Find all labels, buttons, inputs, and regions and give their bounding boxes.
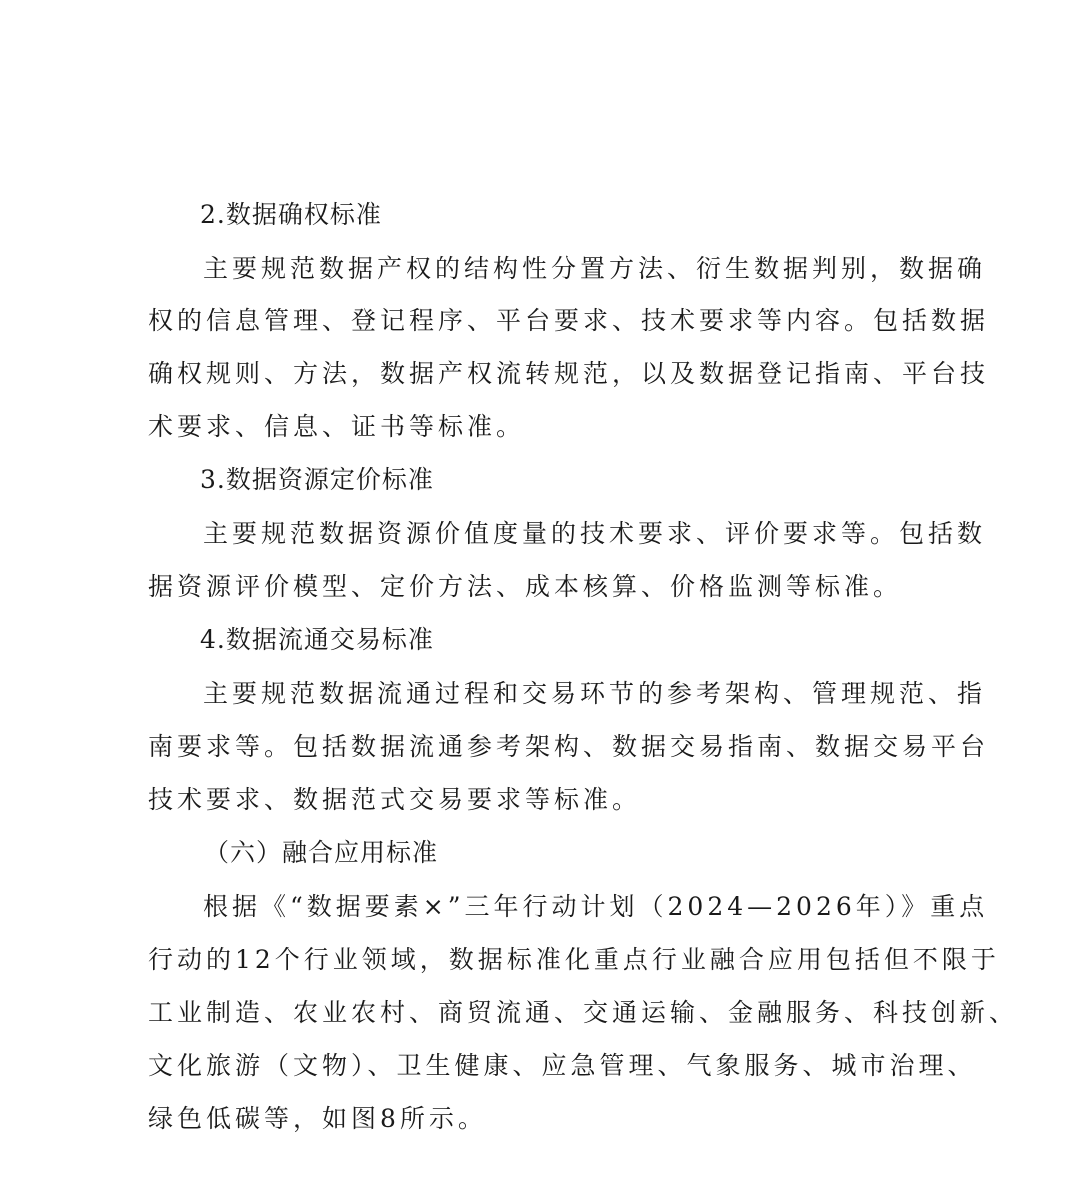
paragraph-line: 据资源评价模型、定价方法、成本核算、价格监测等标准。 [148,572,903,601]
paragraph-line: 主要规范数据资源价值度量的技术要求、评价要求等。包括数 [203,519,987,548]
paragraph-line: 绿色低碳等，如图8所示。 [148,1104,487,1133]
paragraph-line: 工业制造、农业农村、商贸流通、交通运输、金融服务、科技创新、 [148,998,1019,1027]
section-heading-data-circulation: 4.数据流通交易标准 [200,625,434,654]
paragraph-line: 确权规则、方法，数据产权流转规范，以及数据登记指南、平台技 [148,359,990,388]
paragraph-line: 权的信息管理、登记程序、平台要求、技术要求等内容。包括数据 [148,306,990,335]
paragraph-line: 根据《“数据要素×”三年行动计划（2024—2026年）》重点 [203,892,989,921]
paragraph-line: 术要求、信息、证书等标准。 [148,412,526,441]
chapter-heading-integrated-application: （六）融合应用标准 [204,838,439,867]
section-heading-data-ownership: 2.数据确权标准 [200,200,382,229]
section-heading-data-pricing: 3.数据资源定价标准 [200,465,434,494]
paragraph-line: 行动的12个行业领域，数据标准化重点行业融合应用包括但不限于 [148,945,1000,974]
paragraph-line: 南要求等。包括数据流通参考架构、数据交易指南、数据交易平台 [148,732,990,761]
paragraph-line: 主要规范数据流通过程和交易环节的参考架构、管理规范、指 [203,679,987,708]
paragraph-line: 主要规范数据产权的结构性分置方法、衍生数据判别，数据确 [203,254,987,283]
paragraph-line: 文化旅游（文物）、卫生健康、应急管理、气象服务、城市治理、 [148,1051,977,1080]
paragraph-line: 技术要求、数据范式交易要求等标准。 [148,785,642,814]
